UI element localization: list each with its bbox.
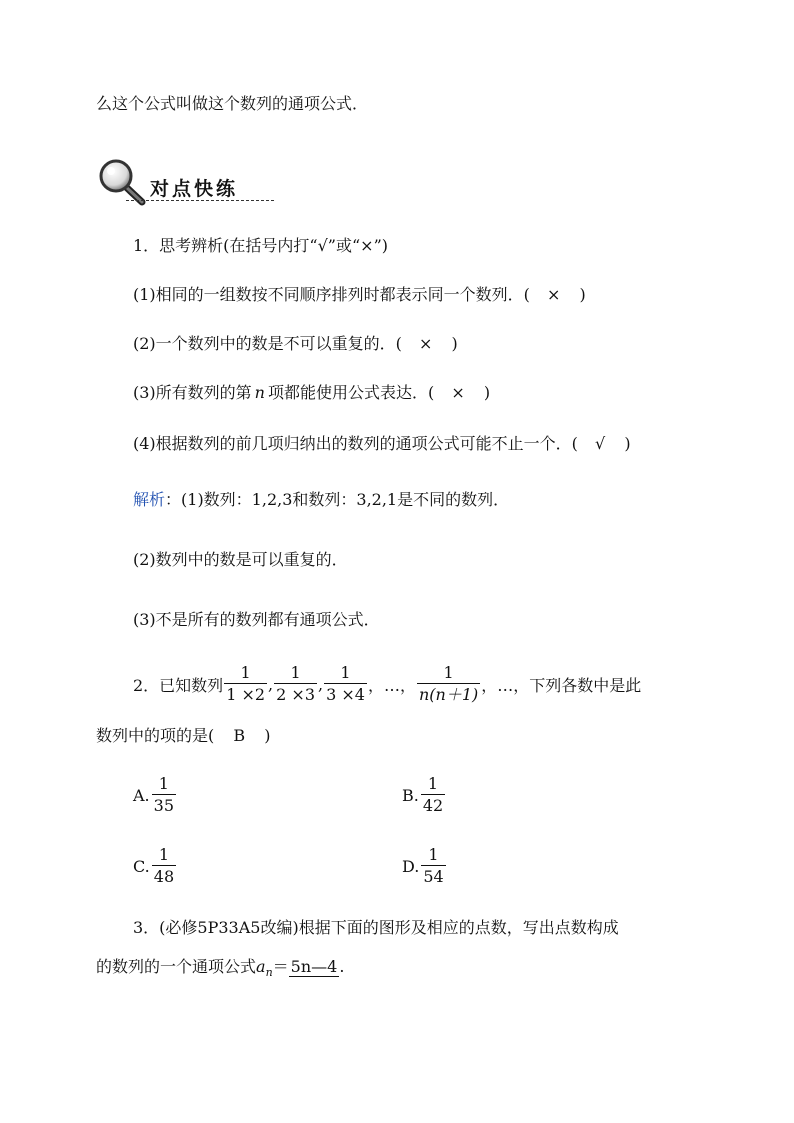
q2-term-2-den: 2 ×3 (276, 685, 315, 704)
q2-general-den: n(n＋1) (418, 685, 479, 704)
q1-item-3 (133, 383, 490, 403)
option-b-num: 1 (421, 775, 445, 795)
q1-item-3-var: n (254, 383, 265, 402)
magnifier-icon (98, 158, 150, 206)
option-d-label: D. (402, 856, 420, 876)
q1-item-2 (133, 334, 458, 354)
q3-line1: 3．(必修5P33A5改编)根据下面的图形及相应的点数，写出点数构成 (133, 918, 619, 937)
q2-stem-line1: 2．已知数列 $\frac{1}{1 \times 2}$ , $\frac{1}{2 \times 3}$ , $\frac{1}{3 \times 4}$ ，…， $\frac{1}{n(n+1)}$ ，…，下列各数中是此 (133, 663, 642, 704)
q1-item-3-close: ) (483, 383, 491, 402)
option-a-label: A. (133, 785, 150, 805)
q1-item-3-post: 项都能使用公式表达．( (267, 383, 435, 402)
q2-term-3-den: 3 ×4 (326, 685, 365, 704)
q2-term-2 (274, 664, 317, 704)
section-title: 对点快练 (150, 178, 239, 200)
option-b-den: 42 (422, 796, 444, 815)
option-d-den: 54 (423, 867, 444, 886)
q2-prefix: 2．已知数列 (133, 675, 224, 695)
q2-answer: B (233, 726, 246, 745)
q1-item-2-close: ) (451, 334, 458, 353)
q1-item-1-close: ) (579, 285, 586, 304)
q1-item-2-text: (2)一个数列中的数是不可以重复的．( (133, 334, 402, 353)
option-c-label: C. (133, 856, 150, 876)
q3-answer: 5n—4 (290, 957, 338, 976)
q2-suffix: ，…，下列各数中是此 (481, 675, 642, 695)
q2-option-b (402, 775, 446, 815)
q2-general-term (417, 664, 480, 704)
q2-close: ) (264, 726, 271, 745)
option-d-num: 1 (421, 846, 445, 866)
q1-item-1-text: (1)相同的一组数按不同顺序排列时都表示同一个数列．( (133, 285, 530, 304)
q1-analysis-3: (3)不是所有的数列都有通项公式． (133, 610, 380, 629)
analysis-line-1: ：(1)数列：1,2,3和数列：3,2,1是不同的数列． (165, 490, 510, 509)
q2-ellipsis: ，…， (367, 675, 416, 695)
option-b-label: B. (402, 785, 419, 805)
analysis-label: 解析 (133, 490, 166, 509)
q1-item-3-pre: (3)所有数列的第 (133, 383, 252, 402)
q3-eq: ＝ (272, 957, 289, 976)
q2-option-c (133, 846, 177, 886)
q2-term-3 (324, 664, 367, 704)
q1-item-4-text: (4)根据数列的前几项归纳出的数列的通项公式可能不止一个．( (133, 434, 578, 453)
option-c-fraction (152, 846, 176, 886)
q3-line2 (96, 957, 344, 983)
q1-item-3-answer: × (451, 383, 465, 402)
option-a-den: 35 (153, 796, 174, 815)
q2-option-a (133, 775, 177, 815)
q2-term-1-den: 1 ×2 (226, 685, 266, 704)
q1-item-4-close: ) (624, 434, 631, 453)
section-heading (98, 158, 274, 206)
q2-term-1 (224, 664, 267, 704)
q3-sub: n (265, 966, 273, 980)
q1-stem: 1．思考辨析(在括号内打“√”或“×”) (133, 236, 388, 255)
option-b-fraction (421, 775, 445, 815)
q1-item-2-answer: × (419, 334, 433, 353)
q1-item-1 (133, 285, 586, 305)
q3-var: a (256, 957, 266, 976)
q1-item-1-answer: × (547, 285, 561, 304)
q3-period: . (339, 957, 345, 976)
q1-item-4-answer: √ (595, 434, 606, 453)
option-c-num: 1 (152, 846, 176, 866)
q1-analysis-2: (2)数列中的数是可以重复的． (133, 550, 348, 569)
option-a-num: 1 (152, 775, 176, 795)
option-a-fraction (152, 775, 176, 815)
intro-line: 么这个公式叫做这个数列的通项公式． (96, 94, 369, 113)
q2-line2-text: 数列中的项的是( (96, 726, 215, 745)
heading-underline (126, 200, 274, 201)
q1-analysis-1 (133, 490, 509, 510)
q2-option-d (402, 846, 447, 886)
q2-term-1-num: 1 (224, 664, 267, 684)
q2-stem-line2 (96, 726, 270, 746)
q1-item-4 (133, 434, 631, 454)
q2-term-2-num: 1 (274, 664, 317, 684)
option-d-fraction (421, 846, 445, 886)
option-c-den: 48 (153, 867, 175, 886)
q2-general-num: 1 (417, 664, 480, 684)
q2-term-3-num: 1 (324, 664, 367, 684)
q3-line2-text: 的数列的一个通项公式 (96, 957, 257, 976)
